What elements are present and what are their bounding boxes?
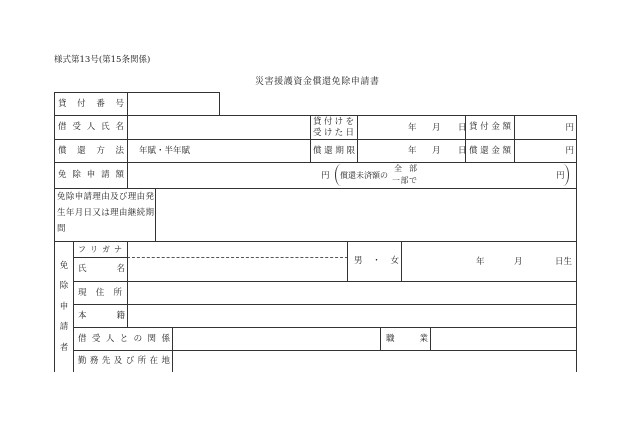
loan-date-month: 月	[432, 122, 441, 133]
exemption-reason-label-line1: 免 除 申 請 理 由 及 び 理 由 発	[57, 191, 154, 202]
applicant-section-label-cell	[54, 241, 74, 372]
exemption-reason-label-line2: 生 年 月 日 又 は 理 由 継 続 期	[57, 207, 154, 218]
relationship-value-cell	[172, 327, 381, 351]
repayment-deadline-label-cell	[310, 139, 358, 163]
unpaid-balance-label: 償還未済額の	[340, 170, 388, 180]
occupation-label: 職 業	[386, 333, 428, 344]
domicile-value-cell	[127, 304, 577, 328]
loan-number-label: 貸 付 番 号	[58, 98, 124, 109]
exemption-amount-value-cell	[127, 162, 577, 189]
name-label: 氏 名	[78, 264, 125, 275]
workplace-label-cell	[73, 350, 173, 372]
loan-date-year: 年	[408, 122, 417, 133]
address-value-cell	[127, 281, 577, 305]
loan-date-value-cell	[357, 115, 466, 140]
name-label-cell	[73, 257, 128, 282]
workplace-value-cell	[172, 350, 577, 372]
borrower-label: 借 受 人 氏 名	[58, 122, 124, 133]
birth-year: 年	[476, 256, 485, 267]
loan-amount-unit: 円	[565, 122, 574, 133]
repayment-deadline-label: 償 還 期 限	[313, 145, 355, 156]
repayment-method-label: 償 還 方 法	[58, 145, 124, 156]
unpaid-balance-unit: 円	[556, 170, 565, 181]
loan-amount-label-cell	[465, 115, 515, 140]
exemption-amount-unit: 円	[321, 170, 330, 181]
right-bracket	[563, 164, 569, 186]
loan-number-value-cell	[127, 92, 220, 116]
exemption-reason-value-cell	[155, 188, 577, 242]
loan-date-label-cell	[310, 115, 358, 140]
occupation-value-cell	[430, 327, 577, 351]
exemption-reason-label-line3: 間	[57, 224, 66, 234]
option-partial: 一 部 で	[392, 176, 417, 185]
repayment-amount-label-cell	[465, 139, 515, 163]
birth-month: 月	[514, 256, 523, 267]
repayment-amount-label: 償 還 金 額	[469, 145, 511, 156]
borrower-label-cell	[54, 115, 128, 140]
exemption-amount-label: 免 除 申 請 額	[58, 170, 124, 181]
form-number: 様式第13号(第15条関係)	[54, 55, 151, 65]
loan-number-label-cell	[54, 92, 128, 116]
furigana-label-cell	[73, 241, 128, 258]
repayment-method-value: 年賦・半年賦	[139, 145, 191, 156]
repayment-amount-value-cell	[514, 139, 577, 163]
repayment-deadline-value-cell	[357, 139, 466, 163]
loan-amount-label: 貸 付 金 額	[469, 122, 511, 133]
applicant-section-label: 免 除 申 請 者	[59, 261, 69, 353]
exemption-reason-label-cell	[54, 188, 156, 242]
form-title: 災 害 援 護 資 金 償 還 免 除 申 請 書	[255, 76, 379, 87]
option-full: 全 部	[394, 164, 417, 173]
domicile-label: 本 籍	[78, 310, 125, 321]
repayment-deadline-day: 日	[458, 145, 467, 156]
furigana-label: フ リ ガ ナ	[78, 244, 122, 254]
address-label: 現 住 所	[78, 287, 122, 298]
relationship-label: 借 受 人 と の 関 係	[78, 333, 170, 344]
repayment-method-value-cell	[127, 139, 311, 163]
sex-options: 男 ・ 女	[354, 256, 399, 267]
repayment-method-label-cell	[54, 139, 128, 163]
relationship-label-cell	[73, 327, 173, 351]
repayment-deadline-year: 年	[408, 145, 417, 156]
sex-cell	[347, 241, 402, 282]
birthdate-cell	[401, 241, 577, 282]
borrower-value-cell	[127, 115, 311, 140]
name-value-cell	[127, 257, 348, 282]
birth-day: 日生	[555, 256, 573, 267]
exemption-amount-label-cell	[54, 162, 128, 189]
loan-date-label-line1: 貸 付 け を	[313, 117, 354, 128]
occupation-label-cell	[380, 327, 431, 351]
address-label-cell	[73, 281, 128, 305]
workplace-label: 勤 務 先 及 び 所 在 地	[78, 356, 170, 367]
loan-date-label-line2: 受 け た 日	[313, 128, 354, 139]
loan-amount-value-cell	[514, 115, 577, 140]
loan-date-day: 日	[458, 122, 467, 133]
furigana-value-cell	[127, 241, 348, 258]
domicile-label-cell	[73, 304, 128, 328]
repayment-amount-unit: 円	[565, 145, 574, 156]
repayment-deadline-month: 月	[432, 145, 441, 156]
